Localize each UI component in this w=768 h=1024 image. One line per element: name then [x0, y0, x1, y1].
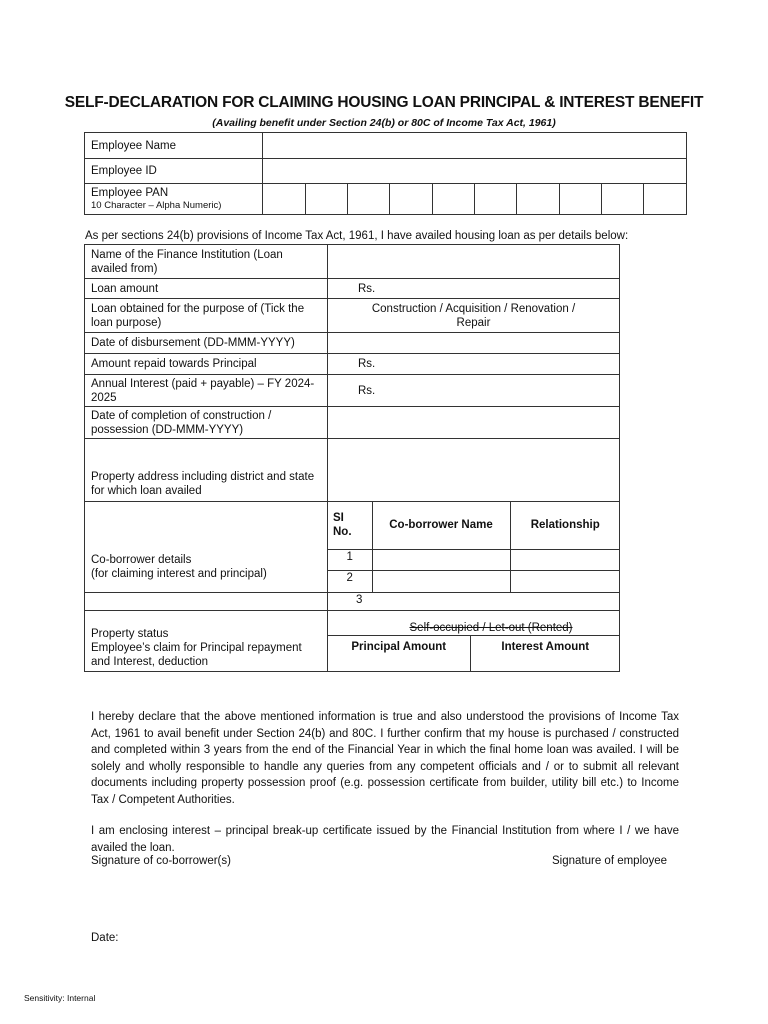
coborrower-label: Co-borrower details: [91, 554, 192, 566]
employee-name-field[interactable]: [263, 133, 687, 159]
address-row: [85, 439, 620, 502]
sensitivity-footer: Sensitivity: Internal: [24, 993, 96, 1003]
disbursement-row: [85, 333, 620, 354]
coborrower-header-row: [328, 502, 620, 549]
employee-pan-row: [85, 184, 687, 215]
employee-id-field[interactable]: [263, 159, 687, 184]
date-label: Date:: [91, 932, 119, 944]
co-sino-3: 3: [328, 593, 620, 611]
completion-field[interactable]: [328, 407, 620, 439]
pan-box[interactable]: [474, 184, 516, 214]
pan-box[interactable]: [432, 184, 474, 214]
signature-coborrower-label: Signature of co-borrower(s): [91, 855, 231, 867]
loan-amount-label: Loan amount: [85, 279, 328, 299]
form-subtitle: (Availing benefit under Section 24(b) or 80C of Income Tax Act, 1961): [212, 117, 556, 129]
co-sino-2: 2: [328, 570, 372, 592]
co-name-1[interactable]: [372, 549, 510, 570]
coborrower-sub: (for claiming interest and principal): [91, 568, 267, 580]
pan-box-grid: [263, 184, 686, 214]
status-claim-grid: [328, 611, 620, 671]
employee-name-label: Employee Name: [85, 133, 263, 159]
principal-label: Amount repaid towards Principal: [85, 354, 328, 375]
coborrower-grid-cell: [328, 502, 620, 593]
claim-row: [328, 635, 620, 671]
employee-id-label: Employee ID: [85, 159, 263, 184]
coborrower-row-3-wrap: [85, 593, 620, 611]
coborrower-row: [85, 502, 620, 593]
coborrower-label-cell: [85, 502, 328, 593]
co-header-relationship: Relationship: [510, 502, 620, 549]
coborrower-empty-cell: [85, 593, 328, 611]
institution-label: Name of the Finance Institution (Loan availed from): [85, 245, 328, 279]
pan-box[interactable]: [348, 184, 390, 214]
pan-box[interactable]: [390, 184, 432, 214]
pan-box[interactable]: [644, 184, 686, 214]
claim-label: Employee’s claim for Principal repayment and Interest, deduction: [91, 642, 302, 668]
coborrower-grid: [328, 502, 620, 592]
co-relationship-1[interactable]: [510, 549, 620, 570]
interest-row: [85, 375, 620, 407]
form-title: SELF-DECLARATION FOR CLAIMING HOUSING LOAN PRINCIPAL & INTEREST BENEFIT: [64, 94, 704, 111]
co-sino-1: 1: [328, 549, 372, 570]
declaration-paragraph-1: I hereby declare that the above mentioned information is true and also understood the provisions of Income Tax Act, 1961 to avail benefit under Section 24(b) and 80C. I further confirm that my house is purchased / constructed and completed within 3 years from the end of the Financial Year in which the final home loan was availed. I will be solely and wholly responsible to handle any queries from any competent officials and / or to submit all relevant documents including property possession proof (e.g. possession certificate from builder, utility bill etc.) to Income Tax / Competent Authorities.: [91, 711, 679, 806]
coborrower-row-1: [328, 549, 620, 570]
status-row: [328, 611, 620, 635]
employee-table: [84, 132, 687, 215]
loan-amount-field[interactable]: Rs.: [328, 279, 620, 299]
claim-interest[interactable]: Interest Amount: [470, 635, 620, 671]
loan-purpose-options[interactable]: Construction / Acquisition / Renovation / Repair: [328, 299, 620, 333]
co-header-name: Co-borrower Name: [372, 502, 510, 549]
address-label: Property address including district and state for which loan availed: [85, 439, 328, 502]
disbursement-label: Date of disbursement (DD-MMM-YYYY): [85, 333, 328, 354]
institution-field[interactable]: [328, 245, 620, 279]
status-label: Property status: [91, 628, 169, 640]
employee-id-row: [85, 159, 687, 184]
institution-row: [85, 245, 620, 279]
employee-pan-boxes: [263, 184, 687, 215]
address-field[interactable]: [328, 439, 620, 502]
employee-pan-label-cell: [85, 184, 263, 215]
pan-box[interactable]: [601, 184, 643, 214]
pan-box[interactable]: [559, 184, 601, 214]
interest-label: Annual Interest (paid + payable) – FY 2024-2025: [85, 375, 328, 407]
loan-purpose-label: Loan obtained for the purpose of (Tick the loan purpose): [85, 299, 328, 333]
coborrower-row-2: [328, 570, 620, 592]
co-name-2[interactable]: [372, 570, 510, 592]
principal-field[interactable]: Rs.: [328, 354, 620, 375]
pan-box[interactable]: [305, 184, 347, 214]
co-header-sino: SI No.: [328, 502, 372, 549]
completion-label: Date of completion of construction / possession (DD-MMM-YYYY): [85, 407, 328, 439]
pan-box[interactable]: [263, 184, 305, 214]
loan-details-table: [84, 244, 620, 672]
employee-pan-hint: 10 Character – Alpha Numeric): [91, 200, 222, 211]
pan-box[interactable]: [517, 184, 559, 214]
principal-row: [85, 354, 620, 375]
status-claim-row: [85, 611, 620, 672]
claim-principal[interactable]: Principal Amount: [328, 635, 470, 671]
signature-employee-label: Signature of employee: [552, 855, 668, 867]
co-relationship-2[interactable]: [510, 570, 620, 592]
employee-name-row: [85, 133, 687, 159]
intro-text: As per sections 24(b) provisions of Income Tax Act, 1961, I have availed housing loan as per details below:: [85, 230, 629, 242]
loan-purpose-row: [85, 299, 620, 333]
interest-field[interactable]: Rs.: [328, 375, 620, 407]
completion-row: [85, 407, 620, 439]
declaration-paragraph-2: I am enclosing interest – principal break-up certificate issued by the Financial Institution from where I / we have availed the loan.: [91, 825, 679, 854]
status-options[interactable]: Self-occupied / Let-out (Rented): [328, 611, 620, 635]
disbursement-field[interactable]: [328, 333, 620, 354]
employee-pan-label: Employee PAN: [91, 187, 169, 199]
status-claim-label-cell: [85, 611, 328, 672]
loan-amount-row: [85, 279, 620, 299]
status-claim-cell: [328, 611, 620, 672]
